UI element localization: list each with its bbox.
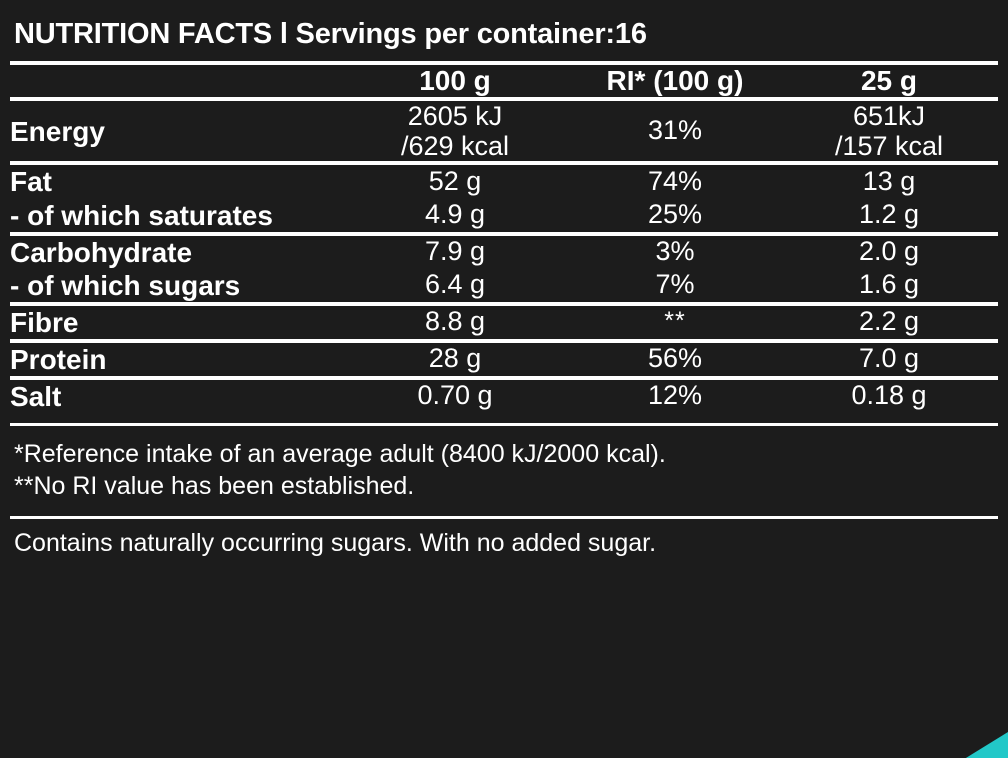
row-label: - of which sugars (10, 269, 241, 301)
column-header-ri: RI* (100 g) (570, 63, 780, 99)
row-label: Salt (10, 378, 340, 413)
bottom-note: Contains naturally occurring sugars. With no added sugar. (14, 528, 657, 557)
row-value-25g: 651kJ /157 kcal (780, 99, 998, 163)
row-value-25g: 1.2 g (858, 199, 920, 230)
table-row (10, 234, 998, 269)
row-value-ri: 12% (570, 378, 780, 413)
row-label: Fibre (10, 304, 340, 341)
table-row (10, 99, 998, 163)
table-row (10, 269, 998, 304)
row-label: Carbohydrate (10, 234, 340, 269)
row-value-100g: 4.9 g (424, 199, 486, 230)
footnotes (10, 426, 998, 506)
table-row (10, 163, 998, 198)
row-value-ri: ** (570, 304, 780, 341)
row-value-100g: 0.70 g (340, 378, 570, 413)
row-value-25g: 2.2 g (780, 304, 998, 341)
row-value-ri: 74% (570, 163, 780, 198)
row-value-25g: 0.18 g (780, 378, 998, 413)
row-value-ri: 3% (570, 234, 780, 269)
column-header-100g: 100 g (340, 63, 570, 99)
row-label: Energy (10, 99, 340, 163)
table-body (10, 99, 998, 413)
table-row (10, 199, 998, 234)
row-value-25g: 13 g (780, 163, 998, 198)
table-header-row (10, 63, 998, 99)
nutrition-table (10, 61, 998, 413)
accent-corner-shape (954, 732, 1008, 758)
row-value-ri: 31% (570, 99, 780, 163)
row-label: Protein (10, 341, 340, 378)
row-value-ri: 56% (570, 341, 780, 378)
nutrition-facts-title: NUTRITION FACTS l Servings per container:16 (14, 18, 647, 50)
row-value-100g: 8.8 g (340, 304, 570, 341)
table-header (10, 63, 998, 99)
table-row (10, 378, 998, 413)
table-row (10, 341, 998, 378)
footnote-reference-intake: *Reference intake of an average adult (8400 kJ/2000 kcal). (14, 439, 666, 468)
row-label: Fat (10, 163, 340, 198)
row-value-100g: 2605 kJ /629 kcal (340, 99, 570, 163)
row-value-25g: 1.6 g (858, 269, 920, 300)
row-value-25g: 7.0 g (780, 341, 998, 378)
row-value-25g: 2.0 g (780, 234, 998, 269)
row-value-ri: 25% (647, 199, 703, 230)
row-value-100g: 7.9 g (340, 234, 570, 269)
row-value-100g: 52 g (340, 163, 570, 198)
column-header-25g: 25 g (780, 63, 998, 99)
row-value-100g: 6.4 g (424, 269, 486, 300)
column-header-blank (10, 63, 340, 99)
row-value-ri: 7% (655, 269, 695, 300)
table-row (10, 304, 998, 341)
footnote-no-ri: **No RI value has been established. (14, 471, 415, 500)
row-value-100g: 28 g (340, 341, 570, 378)
row-label: - of which saturates (10, 199, 273, 231)
